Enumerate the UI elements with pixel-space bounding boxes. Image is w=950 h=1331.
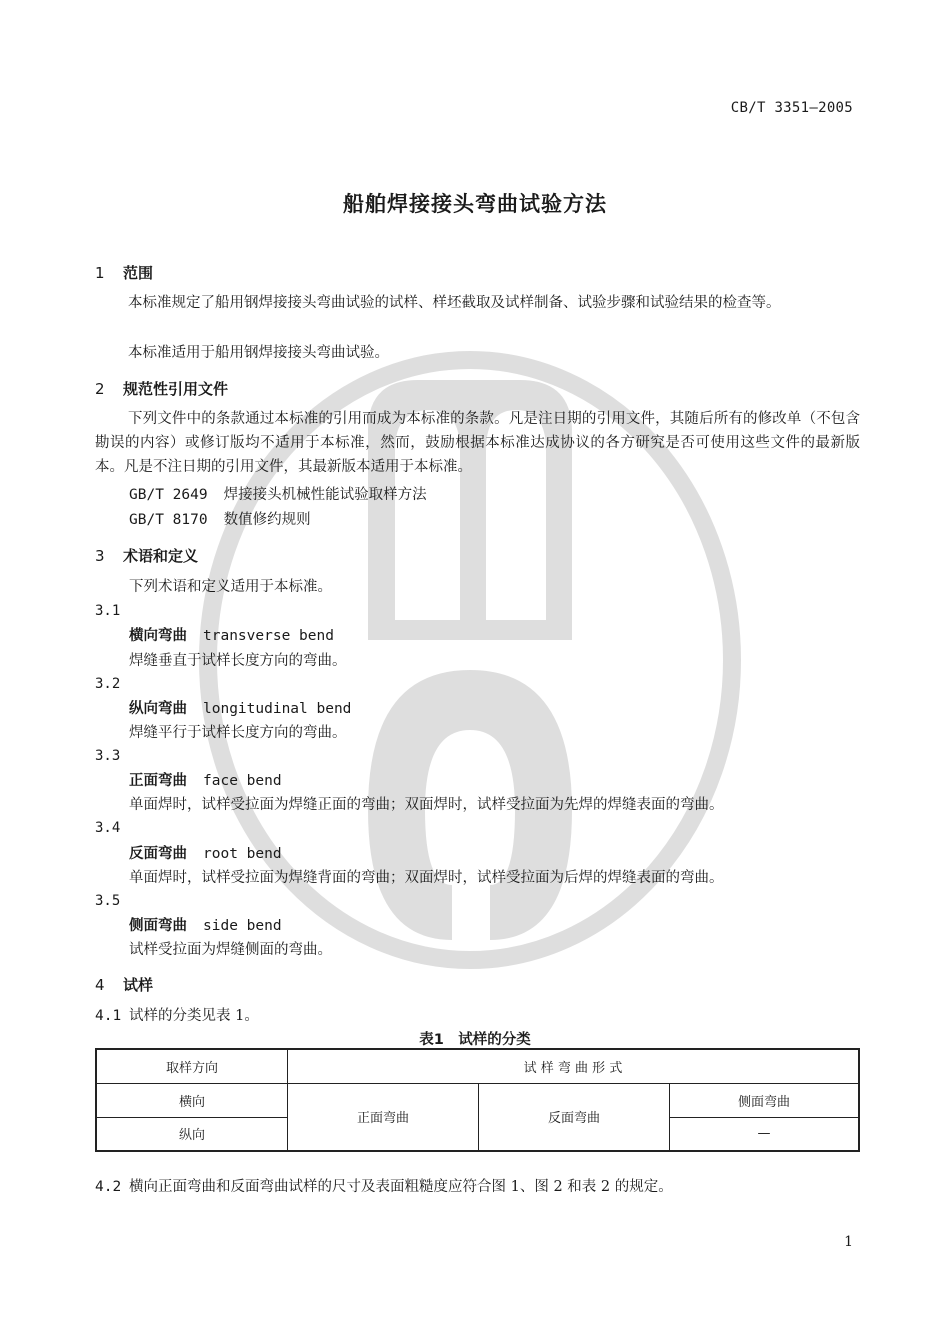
section-number: 4 <box>95 976 105 994</box>
term-heading <box>129 769 282 790</box>
table-row <box>96 1083 859 1117</box>
term-definition: 焊缝平行于试样长度方向的弯曲。 <box>129 725 347 741</box>
table-header-cell: 取样方向 <box>96 1049 288 1083</box>
table-header-row <box>96 1049 859 1083</box>
term-definition: 焊缝垂直于试样长度方向的弯曲。 <box>129 653 347 669</box>
term-number: 3.4 <box>95 820 121 836</box>
reference-code: GB/T 2649 <box>129 487 208 503</box>
term-chinese: 侧面弯曲 <box>129 918 187 934</box>
section-1-paragraph-2: 本标准适用于船用钢焊接接头弯曲试验。 <box>128 345 389 361</box>
term-definition: 试样受拉面为焊缝侧面的弯曲。 <box>129 942 332 958</box>
section-title: 规范性引用文件 <box>123 380 229 398</box>
term-definition: 单面焊时，试样受拉面为焊缝正面的弯曲；双面焊时，试样受拉面为先焊的焊缝表面的弯曲。 <box>129 797 724 813</box>
clause-number: 4.2 <box>95 1179 122 1195</box>
term-number: 3.1 <box>95 603 121 619</box>
section-number: 2 <box>95 380 105 398</box>
table-cell: 横向 <box>96 1083 288 1117</box>
table-1-caption: 表1 试样的分类 <box>419 1032 531 1048</box>
table-cell: 侧面弯曲 <box>670 1083 860 1117</box>
term-chinese: 横向弯曲 <box>129 628 187 644</box>
clause-text: 试样的分类见表 1。 <box>129 1008 259 1024</box>
term-chinese: 正面弯曲 <box>129 773 187 789</box>
section-2-heading <box>95 378 228 399</box>
term-english: transverse bend <box>203 628 334 644</box>
reference-title: 数值修约规则 <box>223 512 311 528</box>
section-2-paragraph-1: 下列文件中的条款通过本标准的引用而成为本标准的条款。凡是注日期的引用文件，其随后所有的修改单（不包含勘误的内容）或修订版均不适用于本标准，然而，鼓励根据本标准达成协议的各方研究是否可使用这些文件的最新版本。凡是不注日期的引用文件，其最新版本适用于本标准。 <box>95 411 860 475</box>
section-title: 范围 <box>123 264 154 282</box>
term-heading <box>129 697 351 718</box>
term-english: side bend <box>203 918 282 934</box>
term-number: 3.5 <box>95 893 121 909</box>
term-english: face bend <box>203 773 282 789</box>
term-number: 3.2 <box>95 676 121 692</box>
term-number: 3.3 <box>95 748 121 764</box>
section-title: 试样 <box>123 976 154 994</box>
reference-item <box>129 482 427 508</box>
term-definition: 单面焊时，试样受拉面为焊缝背面的弯曲；双面焊时，试样受拉面为后焊的焊缝表面的弯曲。 <box>129 870 724 886</box>
table-cell: 反面弯曲 <box>479 1083 670 1151</box>
section-3-paragraph-1: 下列术语和定义适用于本标准。 <box>129 579 332 595</box>
section-number: 3 <box>95 547 105 565</box>
section-3-heading <box>95 545 198 566</box>
clause-4-2 <box>95 1174 673 1200</box>
table-cell: 纵向 <box>96 1117 288 1151</box>
section-number: 1 <box>95 264 105 282</box>
clause-4-1 <box>95 1003 259 1029</box>
term-heading <box>129 914 282 935</box>
clause-number: 4.1 <box>95 1008 122 1024</box>
reference-item <box>129 507 311 533</box>
section-4-heading <box>95 974 153 995</box>
term-chinese: 反面弯曲 <box>129 846 187 862</box>
reference-code: GB/T 8170 <box>129 512 208 528</box>
table-cell: 正面弯曲 <box>288 1083 479 1151</box>
document-title: 船舶焊接接头弯曲试验方法 <box>343 192 607 216</box>
clause-text: 横向正面弯曲和反面弯曲试样的尺寸及表面粗糙度应符合图 1、图 2 和表 2 的规定。 <box>129 1179 673 1195</box>
term-heading <box>129 842 282 863</box>
section-title: 术语和定义 <box>123 547 199 565</box>
reference-title: 焊接接头机械性能试验取样方法 <box>223 487 427 503</box>
section-1-heading <box>95 262 153 283</box>
term-chinese: 纵向弯曲 <box>129 701 187 717</box>
page-number: 1 <box>844 1234 853 1250</box>
term-english: longitudinal bend <box>203 701 352 717</box>
standard-number: CB/T 3351—2005 <box>730 100 853 116</box>
table-cell: — <box>670 1117 860 1151</box>
term-english: root bend <box>203 846 282 862</box>
table-1-specimen-classification <box>95 1048 860 1152</box>
term-heading <box>129 624 334 645</box>
section-1-paragraph-1: 本标准规定了船用钢焊接接头弯曲试验的试样、样坯截取及试样制备、试验步骤和试验结果的检查等。 <box>128 295 781 311</box>
table-header-cell: 试 样 弯 曲 形 式 <box>288 1049 860 1083</box>
